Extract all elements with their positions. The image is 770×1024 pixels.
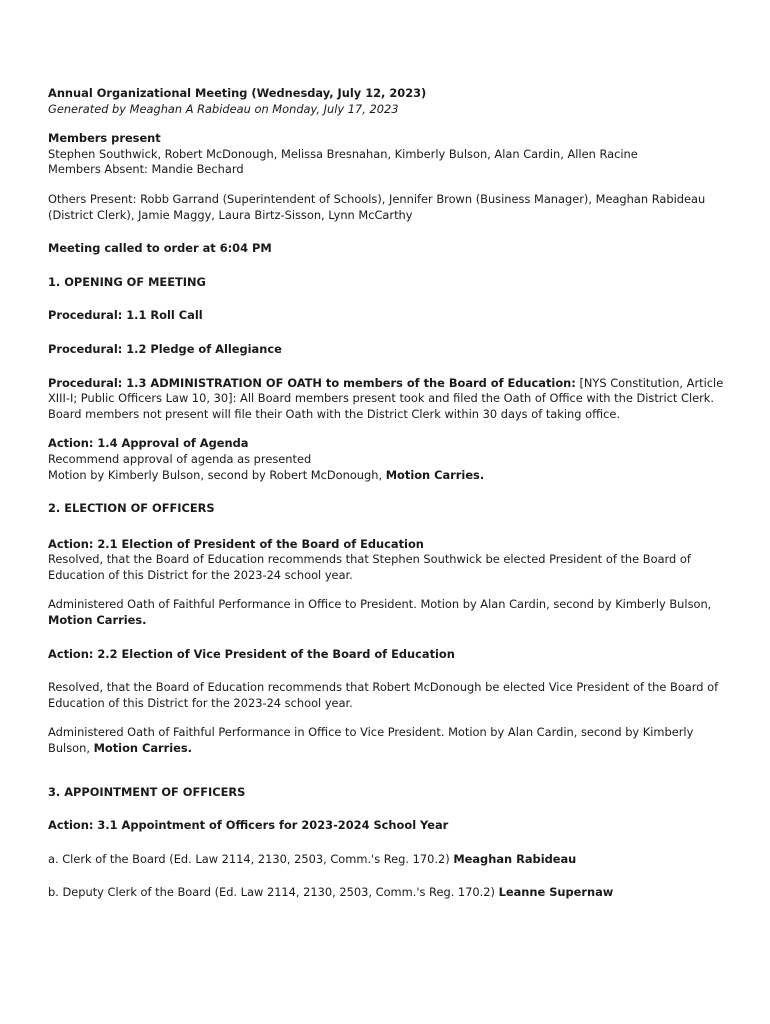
minutes-document xyxy=(48,86,738,901)
item-1-4-label: Action: 1.4 Approval of Agenda xyxy=(48,436,249,451)
item-1-4-motion xyxy=(48,468,738,484)
members-present-heading: Members present xyxy=(48,131,161,146)
called-to-order: Meeting called to order at 6:04 PM xyxy=(48,241,272,256)
item-3-1-label: Action: 3.1 Appointment of Officers for 2023-2024 School Year xyxy=(48,818,449,833)
item-2-2-text: Resolved, that the Board of Education recommends that Robert McDonough be elected Vice President of the Board of Education of this District for the 2023-24 school year. xyxy=(48,680,719,710)
item-2-2-label: Action: 2.2 Election of Vice President of the Board of Education xyxy=(48,646,455,661)
item-1-3-label: Procedural: 1.3 ADMINISTRATION OF OATH to members of the Board of Education: xyxy=(48,375,576,390)
item-3-1-a-name: Meaghan Rabideau xyxy=(453,851,577,866)
item-1-4-motion-text: Motion by Kimberly Bulson, second by Robert McDonough, xyxy=(48,467,386,482)
section-1-heading: 1. OPENING OF MEETING xyxy=(48,274,206,289)
item-2-1-oath-text: Administered Oath of Faithful Performance in Office to President. Motion by Alan Cardin, second by Kimberly Bulson, xyxy=(48,597,712,612)
item-3-1-a-text: a. Clerk of the Board (Ed. Law 2114, 2130, 2503, Comm.'s Reg. 170.2) xyxy=(48,851,454,866)
item-1-4-result: Motion Carries. xyxy=(385,467,485,482)
others-present: Others Present: Robb Garrand (Superintendent of Schools), Jennifer Brown (Business Manager), Meaghan Rabideau (District Clerk), Jamie Maggy, Laura Birtz-Sisson, Lynn McCarthy xyxy=(48,191,706,222)
item-2-2-result: Motion Carries. xyxy=(93,741,193,756)
members-present-list: Stephen Southwick, Robert McDonough, Melissa Bresnahan, Kimberly Bulson, Alan Cardin, Allen Racine xyxy=(48,146,638,161)
item-2-1-label: Action: 2.1 Election of President of the Board of Education xyxy=(48,536,424,551)
item-2-2-oath xyxy=(48,725,738,756)
item-1-1: Procedural: 1.1 Roll Call xyxy=(48,308,203,323)
generated-by: Generated by Meaghan A Rabideau on Monday, July 17, 2023 xyxy=(48,101,399,116)
item-2-1-result: Motion Carries. xyxy=(48,613,147,628)
item-1-3 xyxy=(48,376,738,423)
item-1-3-text: [NYS Constitution, Article XIII-I; Public Officers Law 10, 30]: All Board members present took and filed the Oath of Office with the District Clerk. Board members not present will file their Oath with the District Clerk within 30 days of taking office. xyxy=(48,375,724,421)
item-3-1-a xyxy=(48,852,738,868)
item-1-4-text: Recommend approval of agenda as presented xyxy=(48,451,312,466)
item-2-1-oath xyxy=(48,597,738,628)
item-2-2-oath-text: Administered Oath of Faithful Performance in Office to Vice President. Motion by Alan Cardin, second by Kimberly Bulson, xyxy=(48,725,694,756)
item-2-1-text: Resolved, that the Board of Education recommends that Stephen Southwick be elected President of the Board of Education of this District for the 2023-24 school year. xyxy=(48,552,691,582)
section-3-heading: 3. APPOINTMENT OF OFFICERS xyxy=(48,784,246,799)
section-2-heading: 2. ELECTION OF OFFICERS xyxy=(48,501,215,516)
meeting-title: Annual Organizational Meeting (Wednesday, July 12, 2023) xyxy=(48,86,427,100)
item-1-2: Procedural: 1.2 Pledge of Allegiance xyxy=(48,341,282,356)
item-3-1-b-text: b. Deputy Clerk of the Board (Ed. Law 2114, 2130, 2503, Comm.'s Reg. 170.2) xyxy=(48,885,499,900)
members-absent: Members Absent: Mandie Bechard xyxy=(48,162,244,177)
item-3-1-b-name: Leanne Supernaw xyxy=(498,885,614,900)
item-3-1-b xyxy=(48,885,738,901)
